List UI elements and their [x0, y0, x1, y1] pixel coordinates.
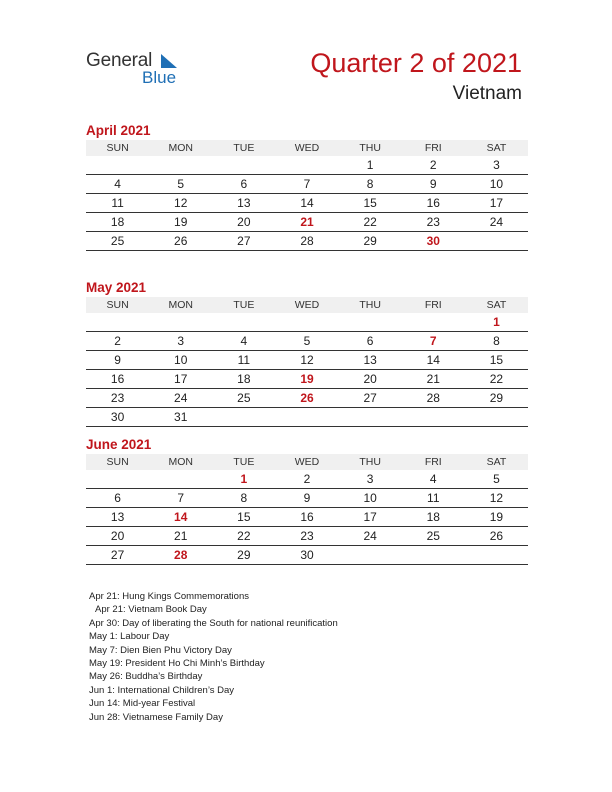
day-cell: 13	[339, 351, 402, 370]
day-cell: 3	[339, 470, 402, 489]
holiday-item: May 19: President Ho Chi Minh’s Birthday	[89, 658, 265, 670]
day-cell: 13	[212, 194, 275, 213]
empty-day-cell	[149, 470, 212, 489]
country-name: Vietnam	[452, 83, 522, 104]
weekday-header: MON	[149, 140, 212, 156]
weekday-header: TUE	[212, 297, 275, 313]
empty-day-cell	[149, 313, 212, 332]
day-cell: 9	[86, 351, 149, 370]
day-cell: 21	[275, 213, 338, 232]
holiday-item: Jun 1: International Children’s Day	[89, 684, 235, 696]
day-cell: 26	[275, 389, 338, 408]
empty-day-cell	[86, 470, 149, 489]
day-cell: 16	[402, 194, 465, 213]
week-row	[86, 470, 528, 489]
day-cell: 23	[86, 389, 149, 408]
day-cell: 22	[465, 370, 528, 389]
empty-day-cell	[465, 408, 528, 427]
weekday-header: WED	[275, 297, 338, 313]
empty-day-cell	[465, 232, 528, 251]
page-title: Quarter 2 of 2021	[310, 48, 522, 78]
day-cell: 16	[86, 370, 149, 389]
day-cell: 2	[275, 470, 338, 489]
day-cell: 2	[86, 332, 149, 351]
day-cell: 20	[339, 370, 402, 389]
day-cell: 30	[402, 232, 465, 251]
day-cell: 29	[212, 546, 275, 565]
day-cell: 10	[149, 351, 212, 370]
month-name: June 2021	[86, 437, 152, 452]
weekday-header: THU	[339, 297, 402, 313]
week-row	[86, 213, 528, 232]
weekday-header: FRI	[402, 140, 465, 156]
day-cell: 9	[402, 175, 465, 194]
day-cell: 3	[465, 156, 528, 175]
weekday-header-row	[86, 140, 528, 156]
day-cell: 19	[149, 213, 212, 232]
day-cell: 25	[86, 232, 149, 251]
month-block	[86, 279, 528, 427]
day-cell: 1	[212, 470, 275, 489]
day-cell: 30	[86, 408, 149, 427]
day-cell: 12	[275, 351, 338, 370]
week-row	[86, 370, 528, 389]
empty-day-cell	[86, 156, 149, 175]
week-row	[86, 175, 528, 194]
day-cell: 12	[465, 489, 528, 508]
holiday-item: Jun 14: Mid-year Festival	[89, 698, 196, 710]
empty-day-cell	[212, 156, 275, 175]
weekday-header: SAT	[465, 297, 528, 313]
day-cell: 24	[339, 527, 402, 546]
week-row	[86, 408, 528, 427]
day-cell: 11	[212, 351, 275, 370]
day-cell: 3	[149, 332, 212, 351]
holiday-item: Apr 21: Hung Kings Commemorations	[89, 591, 249, 602]
holiday-item: Apr 30: Day of liberating the South for national reunification	[89, 617, 338, 629]
month-calendar-table	[86, 140, 528, 251]
holiday-item: May 7: Dien Bien Phu Victory Day	[89, 644, 232, 656]
day-cell: 29	[465, 389, 528, 408]
week-row	[86, 351, 528, 370]
day-cell: 7	[149, 489, 212, 508]
week-row	[86, 232, 528, 251]
day-cell: 27	[212, 232, 275, 251]
day-cell: 15	[339, 194, 402, 213]
day-cell: 18	[86, 213, 149, 232]
month-name: May 2021	[86, 280, 147, 295]
day-cell: 20	[86, 527, 149, 546]
empty-day-cell	[402, 546, 465, 565]
day-cell: 4	[212, 332, 275, 351]
holiday-list	[89, 590, 338, 724]
day-cell: 5	[149, 175, 212, 194]
day-cell: 26	[149, 232, 212, 251]
day-cell: 30	[275, 546, 338, 565]
holiday-item: Apr 21: Vietnam Book Day	[95, 604, 207, 616]
week-row	[86, 156, 528, 175]
logo-triangle-icon	[160, 53, 178, 69]
day-cell: 23	[275, 527, 338, 546]
week-row	[86, 546, 528, 565]
weekday-header-row	[86, 454, 528, 470]
empty-day-cell	[402, 313, 465, 332]
week-row	[86, 194, 528, 213]
day-cell: 5	[465, 470, 528, 489]
empty-day-cell	[339, 546, 402, 565]
day-cell: 28	[275, 232, 338, 251]
day-cell: 19	[465, 508, 528, 527]
day-cell: 19	[275, 370, 338, 389]
weekday-header: MON	[149, 297, 212, 313]
week-row	[86, 389, 528, 408]
logo-blue-text: Blue	[142, 68, 177, 87]
week-row	[86, 313, 528, 332]
week-row	[86, 508, 528, 527]
weekday-header: FRI	[402, 297, 465, 313]
day-cell: 6	[339, 332, 402, 351]
day-cell: 8	[212, 489, 275, 508]
weekday-header: WED	[275, 140, 338, 156]
day-cell: 11	[402, 489, 465, 508]
day-cell: 12	[149, 194, 212, 213]
day-cell: 15	[465, 351, 528, 370]
day-cell: 17	[339, 508, 402, 527]
day-cell: 23	[402, 213, 465, 232]
day-cell: 2	[402, 156, 465, 175]
week-row	[86, 489, 528, 508]
empty-day-cell	[339, 408, 402, 427]
weekday-header: SAT	[465, 140, 528, 156]
day-cell: 21	[149, 527, 212, 546]
month-block	[86, 436, 528, 565]
holiday-item: Jun 28: Vietnamese Family Day	[89, 711, 223, 723]
day-cell: 14	[149, 508, 212, 527]
day-cell: 29	[339, 232, 402, 251]
weekday-header: MON	[149, 454, 212, 470]
weekday-header: SUN	[86, 454, 149, 470]
holiday-item: May 26: Buddha’s Birthday	[89, 671, 203, 683]
day-cell: 15	[212, 508, 275, 527]
day-cell: 31	[149, 408, 212, 427]
day-cell: 27	[339, 389, 402, 408]
day-cell: 7	[275, 175, 338, 194]
month-calendar-table	[86, 297, 528, 427]
day-cell: 18	[402, 508, 465, 527]
day-cell: 18	[212, 370, 275, 389]
day-cell: 25	[402, 527, 465, 546]
day-cell: 7	[402, 332, 465, 351]
day-cell: 24	[149, 389, 212, 408]
day-cell: 10	[465, 175, 528, 194]
empty-day-cell	[275, 408, 338, 427]
day-cell: 6	[86, 489, 149, 508]
weekday-header: THU	[339, 140, 402, 156]
day-cell: 28	[149, 546, 212, 565]
day-cell: 16	[275, 508, 338, 527]
empty-day-cell	[465, 546, 528, 565]
day-cell: 27	[86, 546, 149, 565]
day-cell: 28	[402, 389, 465, 408]
day-cell: 4	[402, 470, 465, 489]
weekday-header: TUE	[212, 454, 275, 470]
day-cell: 10	[339, 489, 402, 508]
day-cell: 21	[402, 370, 465, 389]
weekday-header: SUN	[86, 297, 149, 313]
empty-day-cell	[275, 313, 338, 332]
day-cell: 22	[339, 213, 402, 232]
empty-day-cell	[149, 156, 212, 175]
weekday-header: THU	[339, 454, 402, 470]
empty-day-cell	[86, 313, 149, 332]
day-cell: 1	[465, 313, 528, 332]
weekday-header: SUN	[86, 140, 149, 156]
day-cell: 8	[465, 332, 528, 351]
day-cell: 25	[212, 389, 275, 408]
day-cell: 17	[465, 194, 528, 213]
empty-day-cell	[212, 313, 275, 332]
day-cell: 24	[465, 213, 528, 232]
day-cell: 14	[275, 194, 338, 213]
day-cell: 17	[149, 370, 212, 389]
day-cell: 6	[212, 175, 275, 194]
empty-day-cell	[339, 313, 402, 332]
day-cell: 20	[212, 213, 275, 232]
holiday-item: May 1: Labour Day	[89, 631, 170, 643]
week-row	[86, 332, 528, 351]
day-cell: 4	[86, 175, 149, 194]
day-cell: 5	[275, 332, 338, 351]
weekday-header: WED	[275, 454, 338, 470]
empty-day-cell	[275, 156, 338, 175]
day-cell: 8	[339, 175, 402, 194]
day-cell: 9	[275, 489, 338, 508]
weekday-header-row	[86, 297, 528, 313]
day-cell: 13	[86, 508, 149, 527]
day-cell: 14	[402, 351, 465, 370]
day-cell: 26	[465, 527, 528, 546]
weekday-header: SAT	[465, 454, 528, 470]
day-cell: 22	[212, 527, 275, 546]
generalblue-logo	[86, 50, 196, 90]
month-block	[86, 122, 528, 251]
month-calendar-table	[86, 454, 528, 565]
empty-day-cell	[212, 408, 275, 427]
logo-general-text: General	[86, 50, 153, 71]
weekday-header: FRI	[402, 454, 465, 470]
weekday-header: TUE	[212, 140, 275, 156]
empty-day-cell	[402, 408, 465, 427]
day-cell: 1	[339, 156, 402, 175]
month-name: April 2021	[86, 123, 151, 138]
day-cell: 11	[86, 194, 149, 213]
week-row	[86, 527, 528, 546]
